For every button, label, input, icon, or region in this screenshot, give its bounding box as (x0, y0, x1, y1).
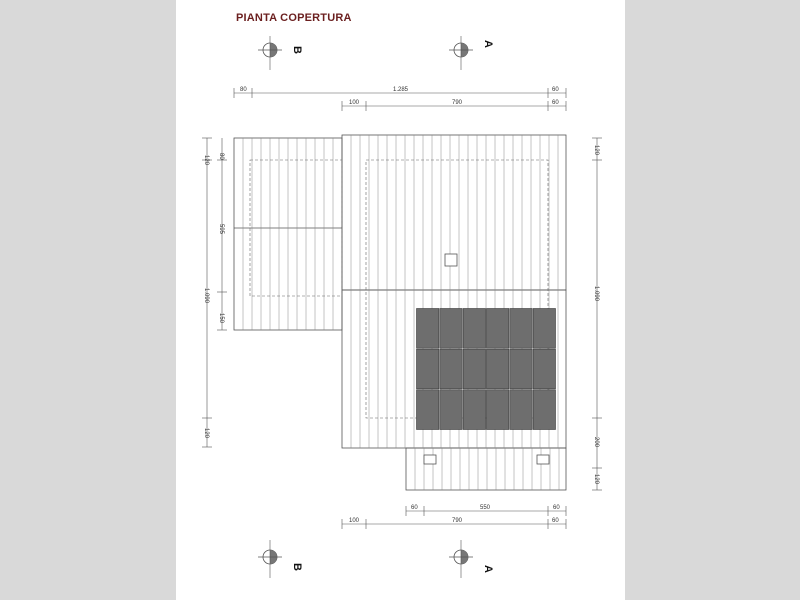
svg-text:120: 120 (203, 155, 209, 166)
svg-text:80: 80 (240, 87, 247, 93)
vent-icon (537, 455, 549, 464)
svg-text:60: 60 (553, 505, 560, 511)
solar-panel (510, 349, 532, 389)
section-marker-b-top (258, 36, 303, 70)
section-marker-a-top (449, 36, 494, 70)
drawing-title: PIANTA COPERTURA (236, 12, 352, 24)
section-label-a-top: A (482, 40, 494, 48)
section-marker-a-bottom (449, 540, 494, 578)
solar-panel (463, 349, 485, 389)
svg-text:120: 120 (203, 428, 209, 439)
svg-text:80: 80 (218, 153, 224, 160)
svg-text:1.285: 1.285 (393, 87, 409, 93)
section-label-b-top: B (291, 46, 303, 54)
solar-panel (533, 349, 555, 389)
vent-icon (424, 455, 436, 464)
section-marker-b-bottom (258, 540, 303, 578)
chimney-icon (445, 254, 457, 266)
svg-text:60: 60 (411, 505, 418, 511)
svg-text:1.090: 1.090 (593, 286, 599, 302)
svg-text:790: 790 (452, 518, 463, 524)
solar-panel (487, 309, 509, 349)
solar-panel (417, 390, 439, 430)
svg-text:60: 60 (552, 518, 559, 524)
svg-text:120: 120 (593, 474, 599, 485)
solar-panel (487, 390, 509, 430)
solar-panel (487, 349, 509, 389)
solar-panel (417, 349, 439, 389)
svg-text:790: 790 (452, 100, 463, 106)
svg-text:60: 60 (552, 87, 559, 93)
solar-panel (510, 390, 532, 430)
solar-panel (463, 390, 485, 430)
solar-panel (440, 309, 462, 349)
section-label-b-bottom: B (291, 563, 303, 571)
solar-panel (463, 309, 485, 349)
svg-text:595: 595 (218, 224, 224, 235)
svg-text:150: 150 (218, 313, 224, 324)
svg-text:60: 60 (552, 100, 559, 106)
solar-panel (533, 390, 555, 430)
svg-text:100: 100 (349, 518, 360, 524)
solar-panel (440, 349, 462, 389)
svg-text:550: 550 (480, 505, 491, 511)
svg-text:120: 120 (593, 145, 599, 156)
solar-panel (417, 309, 439, 349)
solar-panel (510, 309, 532, 349)
solar-panel (440, 390, 462, 430)
section-label-a-bottom: A (482, 565, 494, 573)
solar-panel (533, 309, 555, 349)
svg-text:200: 200 (593, 437, 599, 448)
svg-text:1.090: 1.090 (203, 288, 209, 304)
svg-text:100: 100 (349, 100, 360, 106)
